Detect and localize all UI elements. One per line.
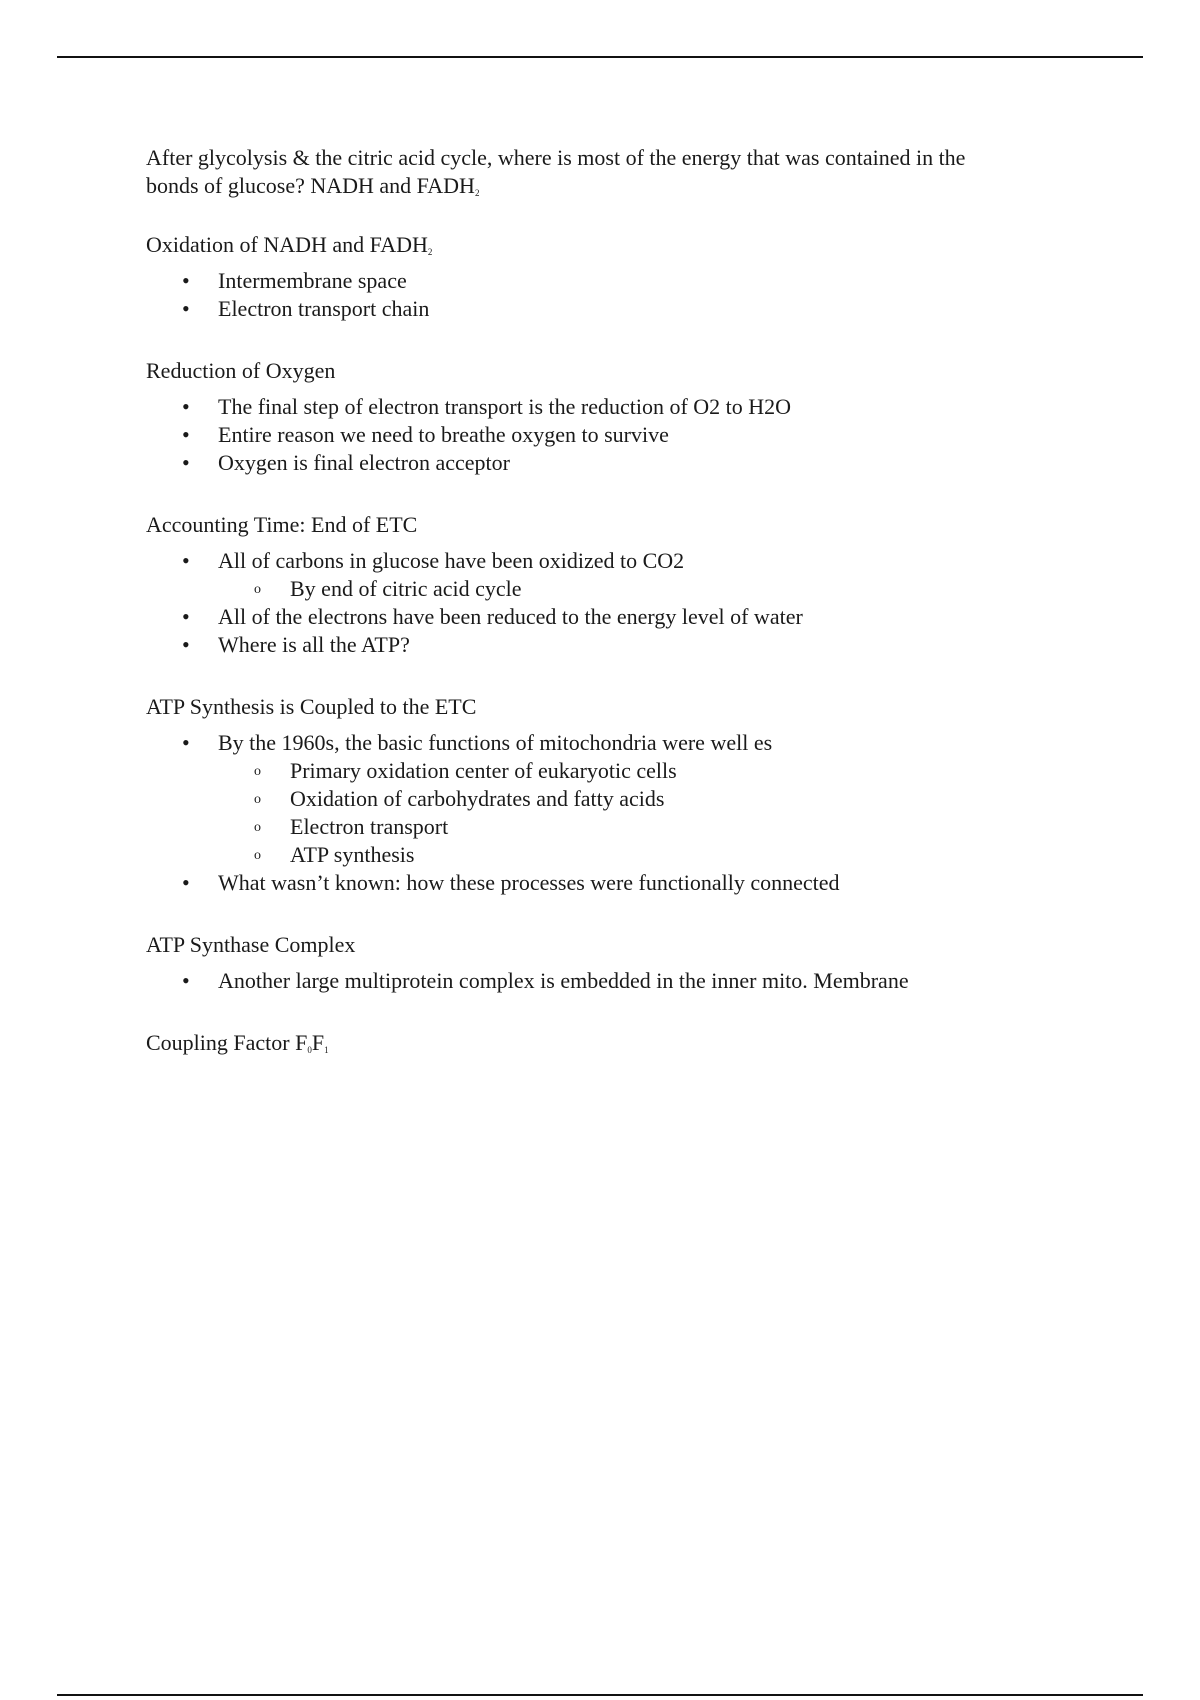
circle-bullet-icon: o — [254, 848, 261, 863]
sub-list — [218, 575, 1106, 603]
bullet-icon: • — [182, 870, 190, 895]
heading-subscript: 0 — [307, 1045, 312, 1055]
section-heading: Accounting Time: End of ETC — [146, 512, 418, 537]
item-text: What wasn’t known: how these processes were functionally connected — [218, 870, 840, 895]
item-text: Primary oxidation center of eukaryotic cells — [290, 758, 677, 783]
list-item — [146, 631, 1106, 659]
bottom-rule — [57, 1694, 1143, 1696]
list-item — [146, 729, 1106, 869]
section-heading: ATP Synthase Complex — [146, 932, 356, 957]
item-text: Oxidation of carbohydrates and fatty acids — [290, 786, 665, 811]
bullet-icon: • — [182, 394, 190, 419]
section-atp-synthase-complex — [146, 931, 1106, 995]
item-text: All of carbons in glucose have been oxidized to CO2 — [218, 548, 685, 573]
bullet-list — [146, 393, 1106, 477]
circle-bullet-icon: o — [254, 582, 261, 597]
list-item — [146, 393, 1106, 421]
bullet-icon: • — [182, 548, 190, 573]
item-text: ATP synthesis — [290, 842, 415, 867]
bullet-list — [146, 967, 1106, 995]
bullet-icon: • — [182, 730, 190, 755]
heading-text: Coupling Factor F — [146, 1030, 308, 1055]
section-accounting-time — [146, 511, 1106, 659]
heading-text: Oxidation of NADH and FADH — [146, 232, 428, 257]
intro-line-2: bonds of glucose? NADH and FADH — [146, 173, 475, 198]
section-coupling-factor — [146, 1029, 1106, 1057]
item-text: The final step of electron transport is the reduction of O2 to H2O — [218, 394, 792, 419]
circle-bullet-icon: o — [254, 764, 261, 779]
item-text: Another large multiprotein complex is embedded in the inner mito. Membrane — [218, 968, 909, 993]
item-text: Electron transport chain — [218, 296, 430, 321]
sub-list-item — [218, 841, 1106, 869]
item-text: Electron transport — [290, 814, 449, 839]
list-item — [146, 295, 1106, 323]
item-text: By end of citric acid cycle — [290, 576, 522, 601]
circle-bullet-icon: o — [254, 792, 261, 807]
list-item — [146, 421, 1106, 449]
item-text: By the 1960s, the basic functions of mitochondria were well es — [218, 730, 773, 755]
bullet-icon: • — [182, 296, 190, 321]
bullet-icon: • — [182, 604, 190, 629]
list-item — [146, 603, 1106, 631]
top-rule — [57, 56, 1143, 58]
sub-list-item — [218, 813, 1106, 841]
bullet-list — [146, 729, 1106, 897]
section-atp-synthesis-coupled — [146, 693, 1106, 897]
section-reduction-of-oxygen — [146, 357, 1106, 477]
heading-subscript: 2 — [427, 247, 433, 257]
list-item — [146, 449, 1106, 477]
document-body — [146, 144, 1106, 1057]
intro-subscript: 2 — [474, 188, 480, 198]
list-item — [146, 869, 1106, 897]
sub-list-item — [218, 785, 1106, 813]
bullet-icon: • — [182, 632, 190, 657]
section-heading — [146, 231, 1106, 259]
list-item — [146, 547, 1106, 603]
list-item — [146, 267, 1106, 295]
sub-list-item — [218, 575, 1106, 603]
section-heading: ATP Synthesis is Coupled to the ETC — [146, 694, 477, 719]
bullet-icon: • — [182, 422, 190, 447]
item-text: All of the electrons have been reduced to the energy level of water — [218, 604, 803, 629]
section-oxidation — [146, 231, 1106, 323]
sub-list — [218, 757, 1106, 869]
intro-paragraph — [146, 144, 1106, 200]
list-item — [146, 967, 1106, 995]
heading-text: F — [311, 1030, 325, 1055]
sub-list-item — [218, 757, 1106, 785]
item-text: Oxygen is final electron acceptor — [218, 450, 510, 475]
bullet-list — [146, 267, 1106, 323]
bullet-icon: • — [182, 268, 190, 293]
section-heading: Reduction of Oxygen — [146, 358, 336, 383]
intro-line-1: After glycolysis & the citric acid cycle, where is most of the energy that was contained in the — [146, 145, 966, 170]
item-text: Entire reason we need to breathe oxygen to survive — [218, 422, 669, 447]
circle-bullet-icon: o — [254, 820, 261, 835]
section-heading — [146, 1029, 1106, 1057]
heading-subscript: 1 — [324, 1045, 329, 1055]
bullet-icon: • — [182, 968, 190, 993]
item-text: Where is all the ATP? — [218, 632, 410, 657]
bullet-list — [146, 547, 1106, 659]
bullet-icon: • — [182, 450, 190, 475]
item-text: Intermembrane space — [218, 268, 407, 293]
